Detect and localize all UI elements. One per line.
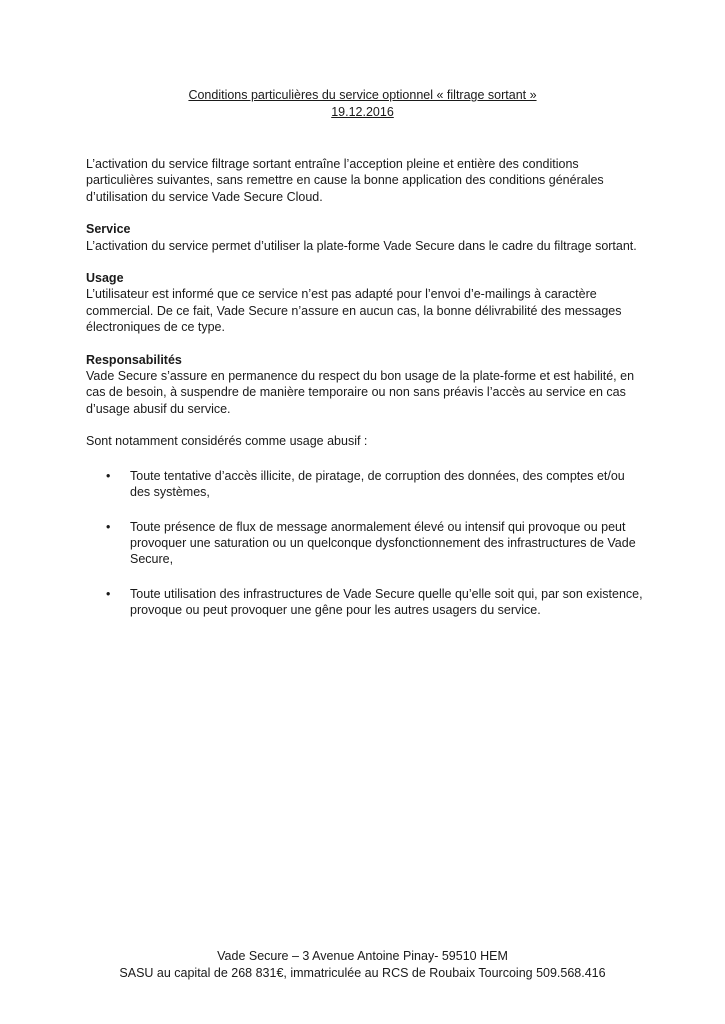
abuse-list xyxy=(86,468,646,619)
list-item-text: Toute utilisation des infrastructures de Vade Secure quelle qu’elle soit qui, par son existence, provoque ou peut provoquer une gêne pour les autres usagers du service. xyxy=(130,586,643,618)
section-paragraph: L’activation du service permet d’utiliser la plate-forme Vade Secure dans le cadre du filtrage sortant. xyxy=(86,238,637,253)
footer-legal: SASU au capital de 268 831€, immatriculée au RCS de Roubaix Tourcoing 509.568.416 xyxy=(119,965,606,980)
intro-paragraph: L’activation du service filtrage sortant entraîne l’acception pleine et entière des conditions particulières suivantes, sans remettre en cause la bonne application des conditions générales d’utilisation du service Vade Secure Cloud. xyxy=(86,157,604,204)
document-footer xyxy=(0,948,725,981)
bullet-icon: • xyxy=(106,519,111,534)
section-heading: Usage xyxy=(86,271,124,286)
list-item xyxy=(86,586,646,619)
section-heading: Service xyxy=(86,222,131,237)
document-date: 19.12.2016 xyxy=(331,104,394,119)
section-service xyxy=(86,221,646,254)
section-usage xyxy=(86,270,646,336)
abuse-intro: Sont notamment considérés comme usage abusif : xyxy=(86,434,368,449)
list-item-text: Toute présence de flux de message anormalement élevé ou intensif qui provoque ou peut provoquer une saturation ou un quelconque dysfonctionnement des infrastructures de Vade Secure, xyxy=(130,519,636,567)
document-title: Conditions particulières du service optionnel « filtrage sortant » xyxy=(188,88,537,102)
section-heading: Responsabilités xyxy=(86,352,182,367)
bullet-icon: • xyxy=(106,586,111,601)
document-body xyxy=(86,156,646,637)
list-item xyxy=(86,468,646,501)
list-item-text: Toute tentative d’accès illicite, de piratage, de corruption des données, des comptes et/ou des systèmes, xyxy=(130,468,625,500)
document-header xyxy=(0,87,725,120)
footer-address: Vade Secure – 3 Avenue Antoine Pinay- 59510 HEM xyxy=(217,949,508,963)
list-item xyxy=(86,519,646,568)
section-responsabilites xyxy=(86,352,646,418)
section-paragraph: L’utilisateur est informé que ce service n’est pas adapté pour l’envoi d’e-mailings à caractère commercial. De ce fait, Vade Secure n’assure en aucun cas, la bonne délivrabilité des messages électroniques de ce type. xyxy=(86,287,622,335)
bullet-icon: • xyxy=(106,468,111,483)
section-abuse xyxy=(86,433,646,618)
section-paragraph: Vade Secure s’assure en permanence du respect du bon usage de la plate-forme et est habilité, en cas de besoin, à suspendre de manière temporaire ou non sans préavis l’accès au service en cas d’usage abusif du service. xyxy=(86,369,635,416)
